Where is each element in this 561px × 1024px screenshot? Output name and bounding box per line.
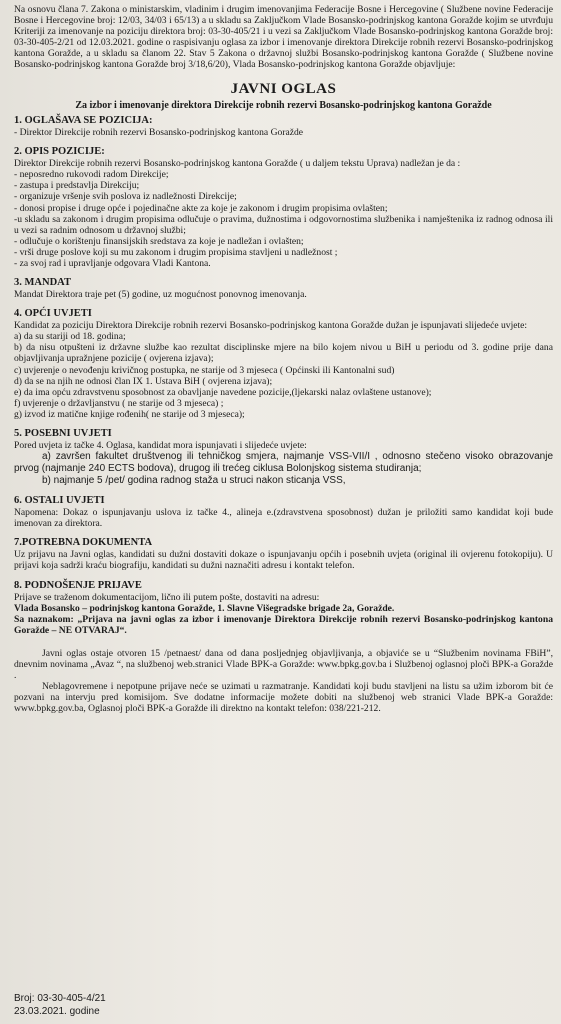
section-8-intro: Prijave se traženom dokumentacijom, lično ili putem pošte, dostaviti na adresu: — [14, 591, 320, 603]
section-4 — [14, 308, 553, 420]
section-6 — [14, 495, 553, 529]
section-4-line: a) da su stariji od 18. godina; — [14, 331, 126, 343]
section-2-line: -u skladu sa zakonom i drugim propisima odlučuje o pravima, dužnostima i odgovornostima službenika i namještenika iz radnog odnosa ili u vezi sa radnim odnosom u državnoj službi; — [14, 213, 553, 236]
section-2-line: - donosi propise i druge opće i pojedinačne akte za koje je zakonom i drugim propisima ovlašten; — [14, 202, 388, 214]
document-subtitle: Za izbor i imenovanje direktora Direkcije robnih rezervi Bosansko-podrinjskog kantona Goražde — [75, 99, 492, 111]
section-8-note: Sa naznakom: „Prijava na javni oglas za izbor i imenovanje Direktora Direkcije robnih rezervi Bosansko-podrinjskog kantona Goražde – NE OTVARAJ“. — [14, 613, 553, 636]
section-2-line: - vrši druge poslove koji su mu zakonom i drugim propisima stavljeni u nadležnost ; — [14, 246, 338, 258]
section-2-line: - neposredno rukovodi radom Direkcije; — [14, 169, 169, 181]
section-5-item-b: b) najmanje 5 /pet/ godina radnog staža u struci nakon sticanja VSS, — [42, 475, 346, 487]
section-6-heading: 6. OSTALI UVJETI — [14, 495, 105, 507]
section-3-heading: 3. MANDAT — [14, 277, 71, 289]
section-8 — [14, 580, 553, 636]
section-1-heading: 1. OGLAŠAVA SE POZICIJA: — [14, 115, 153, 127]
section-8-heading: 8. PODNOŠENJE PRIJAVE — [14, 579, 142, 591]
closing — [14, 648, 553, 715]
section-5-intro: Pored uvjeta iz tačke 4. Oglasa, kandidat mora ispunjavati i slijedeće uvjete: — [14, 440, 307, 452]
section-7 — [14, 537, 553, 571]
section-1-line: - Direktor Direkcije robnih rezervi Bosansko-podrinjskog kantona Goražde — [14, 127, 304, 139]
section-4-line: Kandidat za poziciju Direktora Direkcije robnih rezervi Bosansko-podrinjskog kantona Goražde dužan je ispunjavati slijedeće uvjete: — [14, 320, 528, 332]
section-6-text: Napomena: Dokaz o ispunjavanju uslova iz tačke 4., alineja e.(zdravstvena sposobnost) dužan je priložiti samo kandidat koji bude imenovan za direktora. — [14, 507, 553, 530]
section-8-address: Vlada Bosansko – podrinjskog kantona Goražde, 1. Slavne Višegradske brigade 2a, Goražde. — [14, 602, 395, 614]
section-4-heading: 4. OPĆI UVJETI — [14, 308, 92, 320]
section-4-line: e) da ima opću zdravstvenu sposobnost za obavljanje navedene pozicije,(ljekarski nalaz ovlaštene ustanove); — [14, 386, 432, 398]
section-1 — [14, 115, 553, 138]
section-3 — [14, 277, 553, 300]
closing-paragraph: Javni oglas ostaje otvoren 15 /petnaest/ dana od dana posljednjeg objavljivanja, a objaviće se u “Službenim novinama FBiH”, dnevnim novinama „Avaz “, na službenoj web.stranici Vlade BPK-a Goražde: www.bpkg.gov.ba i Službenoj oglasnoj ploči BPK-a Goražde . — [14, 647, 553, 682]
section-4-line: g) izvod iz matične knjige rođenih( ne starije od 3 mjeseca); — [14, 408, 245, 420]
section-4-line: c) uvjerenje o nevođenju krivičnog postupka, ne starije od 3 mjeseca ( Općinski ili Kantonalni sud) — [14, 364, 395, 376]
document-title: JAVNI OGLAS — [230, 80, 337, 97]
section-4-line: b) da nisu otpušteni iz državne službe kao rezultat disciplinske mjere na bilo kojem nivou u BiH u periodu od 3. godine prije dana objavljivanja upražnjene pozicije ( ovjerena izjava); — [14, 342, 553, 365]
section-2-line: Direktor Direkcije robnih rezervi Bosansko-podrinjskog kantona Goražde ( u daljem tekstu Uprava) nadležan je da : — [14, 158, 461, 170]
section-5-heading: 5. POSEBNI UVJETI — [14, 428, 112, 440]
document-number: Broj: 03-30-405-4/21 — [14, 993, 106, 1004]
intro-paragraph: Na osnovu člana 7. Zakona o ministarskim, vladinim i drugim imenovanjima Federacije Bosne i Hercegovine ( Službene novine Federacije Bosne i Hercegovine broj: 12/03, 34/03 i 65/13) a u skladu sa Zaključkom Vlade Bosansko-podrinjskog kantona Goražde kojim se utvrđuju Kriteriji za imenovanje na poziciju direktora broj: 03-30-405/21 i u vezi sa Zaključkom Vlade Bosansko-podrinjskog kantona Goražde broj: 03-30-405-2/21 od 12.03.2021. godine o raspisivanju oglasa za izbor i imenovanje direktora Direkcije robnih rezervi Bosansko-podrinjskog kantona Goražde, a u skladu sa članom 22. Stav 5 Zakona o državnoj službi Bosansko-podrinjskog kantona Goražde ( Službene novine Bosansko-podrinjskog kantona Goražde broj 3/18,6/20), Vlada Bosansko-podrinjskog kantona Goražde objavljuje: — [14, 4, 553, 71]
section-2-line: - zastupa i predstavlja Direkciju; — [14, 180, 140, 192]
section-5-item-a: a) završen fakultet društvenog ili tehničkog smjera, najmanje VSS-VII/I , odnosno stečeno visoko obrazovanje prvog (najmanje 240 ECTS bodova), drugog ili trećeg ciklusa Bolonjskog sistema studiranja; — [14, 451, 553, 475]
section-5 — [14, 428, 553, 487]
closing-paragraph: Neblagovremene i nepotpune prijave neće se uzimati u razmatranje. Kandidati koji budu stavljeni na listu sa užim izborom bit će pozvani na intervju pred komisijom. Sve dodatne informacije možete dobiti na službenoj web stranici Vlade BPK-a Goražde: www.bpkg.gov.ba, Oglasnoj ploči BPK-a Goražde ili direktno na kontakt telefon: 038/221-212. — [14, 681, 553, 715]
section-2 — [14, 146, 553, 269]
section-2-line: - organizuje vršenje svih poslova iz nadležnosti Direkcije; — [14, 191, 237, 203]
section-2-heading: 2. OPIS POZICIJE: — [14, 146, 105, 158]
section-7-text: Uz prijavu na Javni oglas, kandidati su dužni dostaviti dokaze o ispunjavanju općih i posebnih uvjeta (original ili ovjerenu fotokopiju). U prijavi koja sadrži kraću biografiju, kandidati su dužni naznačiti adresu i kontakt telefon. — [14, 549, 553, 572]
section-4-line: d) da se na njih ne odnosi član IX 1. Ustava BiH ( ovjerena izjava); — [14, 375, 273, 387]
section-2-line: - za svoj rad i upravljanje odgovara Vladi Kantona. — [14, 258, 211, 269]
document-date: 23.03.2021. godine — [14, 1006, 100, 1017]
section-2-line: - odlučuje o korištenju finansijskih sredstava za koje je nadležan i ovlašten; — [14, 235, 304, 247]
section-4-line: f) uvjerenje o državljanstvu ( ne starije od 3 mjeseca) ; — [14, 397, 224, 409]
document-footer — [14, 992, 106, 1018]
section-7-heading: 7.POTREBNA DOKUMENTA — [14, 537, 153, 549]
section-3-line: Mandat Direktora traje pet (5) godine, uz mogućnost ponovnog imenovanja. — [14, 289, 307, 301]
